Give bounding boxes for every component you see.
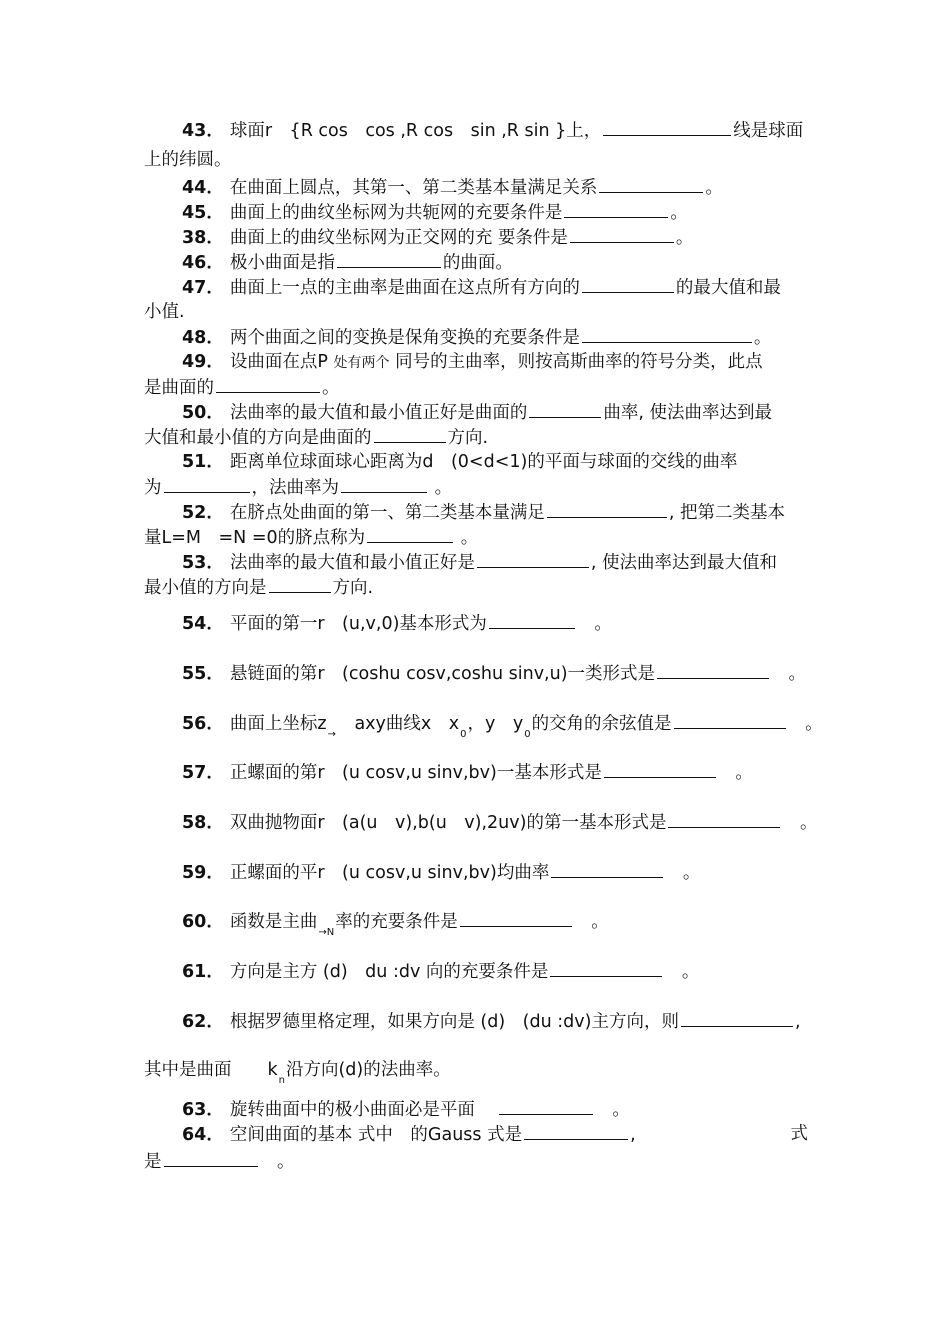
question-56 <box>182 711 823 740</box>
question-number: 52． <box>182 503 224 523</box>
question-number: 48． <box>182 328 224 348</box>
answer-blank[interactable] <box>604 760 716 778</box>
answer-blank[interactable] <box>599 175 703 193</box>
question-59 <box>182 860 816 885</box>
question-text-end: 的最大值和最 <box>675 278 781 298</box>
question-text-mid: , <box>630 1125 636 1145</box>
question-text: 正螺面的第r (u cosv,u sinv,bv)一基本形式是 <box>229 763 602 783</box>
question-54 <box>182 611 816 636</box>
question-48 <box>182 325 816 350</box>
question-49-line1 <box>182 350 816 375</box>
question-text-end: 。 <box>460 528 479 548</box>
question-number: 63． <box>182 1100 224 1120</box>
answer-blank[interactable] <box>216 375 320 393</box>
question-text-2: axy曲线x x <box>354 714 460 734</box>
question-text-end: 。 <box>799 813 818 833</box>
question-47-line2 <box>144 300 816 324</box>
question-text: 曲面上的曲纹坐标网为正交网的充 要条件是 <box>229 228 568 248</box>
question-51-line2 <box>144 475 816 500</box>
question-49-line2 <box>144 375 816 400</box>
answer-blank[interactable] <box>582 275 674 293</box>
answer-blank[interactable] <box>674 711 786 729</box>
answer-blank[interactable] <box>164 475 250 493</box>
question-number: 50． <box>182 403 224 423</box>
question-number: 58． <box>182 813 224 833</box>
question-text: 曲面上的曲纹坐标网为共轭网的充要条件是 <box>229 203 563 223</box>
question-text: 悬链面的第r (coshu cosv,coshu sinv,u)一类形式是 <box>229 664 656 684</box>
arrow-subscript: → <box>327 729 336 740</box>
question-50-line2 <box>144 425 816 450</box>
question-text: 法曲率的最大值和最小值正好是曲面的 <box>229 403 528 423</box>
answer-blank[interactable] <box>341 475 427 493</box>
question-52-line1 <box>182 500 816 525</box>
question-text-2: 率的充要条件是 <box>335 912 458 932</box>
question-text-end: , <box>794 1012 801 1032</box>
question-50-line1 <box>182 400 816 425</box>
answer-blank[interactable] <box>603 118 731 136</box>
question-text-end: 线是球面 <box>733 121 804 141</box>
question-62-line1 <box>182 1009 816 1034</box>
question-text-end: 方向. <box>332 578 374 598</box>
answer-blank[interactable] <box>337 250 441 268</box>
question-number: 45． <box>182 203 224 223</box>
question-text-end: 。 <box>805 714 823 734</box>
question-number: 61． <box>182 962 224 982</box>
answer-blank[interactable] <box>551 860 663 878</box>
question-number: 51． <box>182 452 224 472</box>
question-52-line2 <box>144 525 816 550</box>
answer-blank[interactable] <box>564 200 668 218</box>
question-text-end: 。 <box>735 763 753 783</box>
question-text: 小值. <box>144 302 185 322</box>
question-text: 设曲面在点P <box>229 352 328 372</box>
question-text-end: 。 <box>591 912 609 932</box>
question-text: 函数是主曲 <box>229 912 318 932</box>
question-number: 49． <box>182 352 224 372</box>
question-text-end: 。 <box>277 1152 295 1172</box>
question-text: 方向是主方 (d) du :dv 向的充要条件是 <box>229 962 549 982</box>
question-text: 量L=M =N =0的脐点称为 <box>144 528 366 548</box>
question-63 <box>182 1097 816 1122</box>
answer-blank[interactable] <box>164 1149 258 1167</box>
question-small-text: 处有两个 <box>333 355 390 371</box>
answer-blank[interactable] <box>489 611 575 629</box>
question-text-end: 的曲面。 <box>442 253 513 273</box>
question-text: 正螺面的平r (u cosv,u sinv,bv)均曲率 <box>229 863 550 883</box>
subscript: →N <box>318 927 335 938</box>
question-51-line1 <box>182 450 816 474</box>
question-text-end: 曲率, 使法曲率达到最 <box>603 403 772 423</box>
question-number: 60． <box>182 912 224 932</box>
question-text: 在曲面上圆点，其第一、第二类基本量满足关系 <box>229 178 598 198</box>
question-text: 大值和最小值的方向是曲面的 <box>144 428 372 448</box>
question-text: 上的纬圆。 <box>144 150 232 170</box>
question-text-end: 方向. <box>447 428 489 448</box>
question-text-mid: ，法曲率为 <box>251 478 339 498</box>
question-62-line2 <box>144 1058 816 1085</box>
question-text: 两个曲面之间的变换是保角变换的充要条件是 <box>229 328 580 348</box>
subscript: 0 <box>460 729 467 740</box>
question-43-line1 <box>182 118 816 143</box>
question-text-end: 式 <box>790 1124 808 1144</box>
question-45 <box>182 200 816 225</box>
question-number: 54． <box>182 614 224 634</box>
question-44 <box>182 175 816 200</box>
question-text-end: 。 <box>434 478 453 498</box>
question-47-line1 <box>182 275 816 300</box>
question-text: 在脐点处曲面的第一、第二类基本量满足 <box>229 503 545 523</box>
answer-blank[interactable] <box>529 400 601 418</box>
question-46 <box>182 250 816 275</box>
question-number: 43． <box>182 121 224 141</box>
question-number: 62． <box>182 1012 224 1032</box>
question-text-end: 。 <box>681 962 700 982</box>
question-text: 曲面上坐标z <box>229 714 327 734</box>
question-text-end: 。 <box>788 664 807 684</box>
question-text: 法曲率的最大值和最小值正好是 <box>229 553 475 573</box>
question-text-end: 。 <box>612 1100 630 1120</box>
answer-blank[interactable] <box>582 325 752 343</box>
question-text-end: 。 <box>682 863 701 883</box>
question-text-3: ，y y <box>467 714 524 734</box>
question-64-line2 <box>144 1149 816 1174</box>
question-text: 其中是曲面 <box>144 1060 232 1080</box>
subscript: 0 <box>524 729 531 740</box>
question-text: 平面的第一r (u,v,0)基本形式为 <box>229 614 487 634</box>
answer-blank[interactable] <box>547 500 667 518</box>
question-text: 是 <box>144 1152 162 1172</box>
question-53-line2 <box>144 575 816 600</box>
question-text: 曲面上一点的主曲率是曲面在这点所有方向的 <box>229 278 580 298</box>
question-number: 55． <box>182 664 224 684</box>
question-number: 47． <box>182 278 224 298</box>
question-number: 46． <box>182 253 224 273</box>
question-text: 是曲面的 <box>144 378 214 398</box>
answer-blank[interactable] <box>570 225 674 243</box>
question-number: 44． <box>182 178 224 198</box>
subscript: n <box>278 1075 285 1086</box>
answer-blank[interactable] <box>657 661 769 679</box>
answer-blank[interactable] <box>499 1097 593 1115</box>
question-number: 56． <box>182 714 224 734</box>
question-58 <box>182 810 816 835</box>
answer-blank[interactable] <box>374 425 446 443</box>
question-number: 57． <box>182 763 224 783</box>
question-text-end: , 使法曲率达到最大值和 <box>590 553 777 573</box>
question-43-line2 <box>144 148 816 172</box>
question-number: 64． <box>182 1125 224 1145</box>
question-57 <box>182 760 816 785</box>
question-53-line1 <box>182 550 816 575</box>
answer-blank[interactable] <box>460 909 572 927</box>
question-text: 距离单位球面球心距离为d (0<d<1)的平面与球面的交线的曲率 <box>229 452 738 472</box>
question-text-end: 。 <box>670 203 688 223</box>
question-text: 空间曲面的基本 式中 的Gauss 式是 <box>229 1125 523 1145</box>
answer-blank[interactable] <box>550 959 662 977</box>
question-text: 为 <box>144 478 162 498</box>
question-number: 38． <box>182 228 224 248</box>
question-64-line1 <box>182 1122 816 1147</box>
question-text-end: 。 <box>675 228 694 248</box>
question-text-2: 同号的主曲率，则按高斯曲率的符号分类，此点 <box>395 352 763 372</box>
curvature-symbol: k <box>267 1060 278 1080</box>
question-text-4: 的交角的余弦值是 <box>531 714 672 734</box>
question-text-end: 。 <box>753 328 772 348</box>
question-text-end: , 把第二类基本 <box>668 503 785 523</box>
question-text: 旋转曲面中的极小曲面必是平面 <box>229 1100 475 1120</box>
question-text: 双曲抛物面r (a(u v),b(u v),2uv)的第一基本形式是 <box>229 813 667 833</box>
question-text: 极小曲面是指 <box>229 253 335 273</box>
question-61 <box>182 959 816 984</box>
question-number: 59． <box>182 863 224 883</box>
question-text-end: 。 <box>594 614 612 634</box>
answer-blank[interactable] <box>367 525 453 543</box>
answer-blank[interactable] <box>668 810 780 828</box>
question-number: 53． <box>182 553 224 573</box>
question-text: 根据罗德里格定理，如果方向是 (d) (du :dv)主方向，则 <box>229 1012 679 1032</box>
question-60 <box>182 909 816 937</box>
question-text: 最小值的方向是 <box>144 578 267 598</box>
answer-blank[interactable] <box>269 575 331 593</box>
question-text-end: 。 <box>322 378 340 398</box>
answer-blank[interactable] <box>524 1122 628 1140</box>
question-55 <box>182 661 816 686</box>
answer-blank[interactable] <box>681 1009 793 1027</box>
question-text-2: 沿方向(d)的法曲率。 <box>285 1060 451 1080</box>
question-text: 球面r {R cos cos ,R cos sin ,R sin }上， <box>229 121 602 141</box>
question-text-end: 。 <box>705 178 723 198</box>
question-38 <box>182 225 816 250</box>
answer-blank[interactable] <box>477 550 589 568</box>
